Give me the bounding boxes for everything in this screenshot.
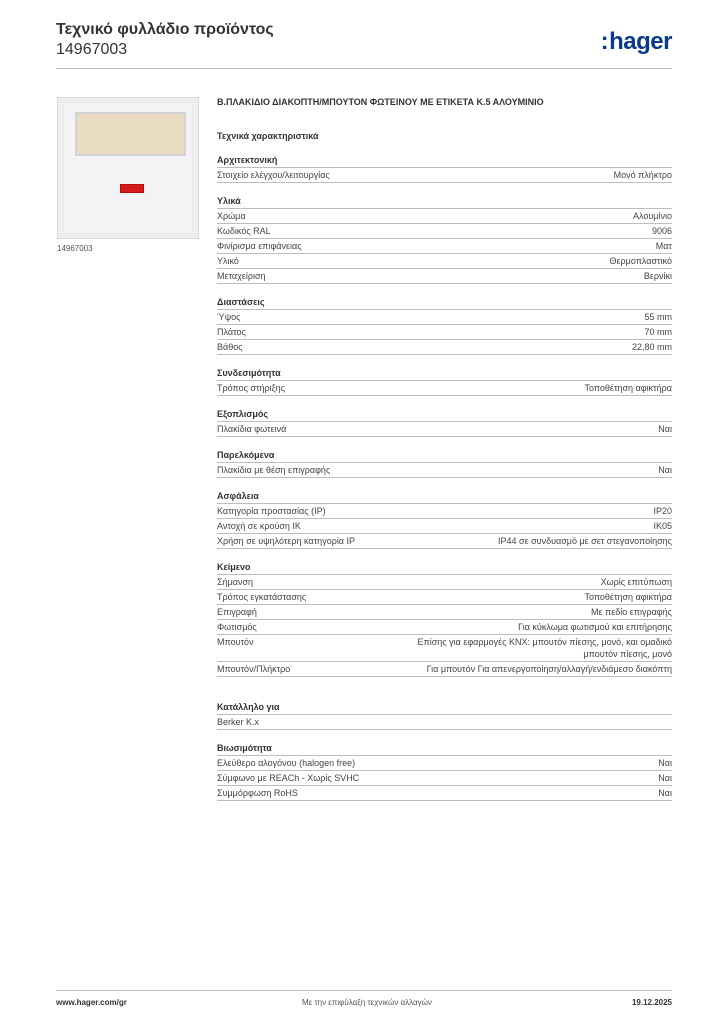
indicator-lamp-icon — [120, 184, 144, 193]
product-code: 14967003 — [56, 41, 128, 58]
spec-sections — [217, 154, 672, 801]
spec-label: Χρήση σε υψηλότερη κατηγορία IP — [217, 536, 356, 546]
logo-text: hager — [609, 28, 672, 55]
spec-row — [217, 771, 672, 786]
product-name: Β.ΠΛΑΚΙΔΙΟ ΔΙΑΚΟΠΤΗ/ΜΠΟΥΤΟΝ ΦΩΤΕΙΝΟΥ ΜΕ ΕΤΙΚΕΤΑ Κ.5 ΑΛΟΥΜΙΝΙΟ — [217, 97, 544, 107]
spec-label: Σύμφωνο με REACh - Χωρίς SVHC — [217, 773, 360, 783]
spec-label: Στοιχείο ελέγχου/λειτουργίας — [217, 170, 330, 180]
spec-label: Berker K.x — [217, 717, 260, 727]
section-title: Διαστάσεις — [217, 296, 672, 310]
spec-section — [217, 195, 672, 284]
spec-label: Σήμανση — [217, 577, 254, 587]
specs-heading: Τεχνικά χαρακτηριστικά — [217, 131, 319, 141]
spec-label: Τρόπος εγκατάστασης — [217, 592, 307, 602]
spec-label: Ελεύθερο αλογόνου (halogen free) — [217, 758, 356, 768]
spec-row — [217, 254, 672, 269]
spec-row — [217, 590, 672, 605]
spec-value: 22,80 mm — [631, 342, 672, 352]
spec-value: Ναι — [658, 424, 672, 434]
logo-colon-icon: : — [600, 28, 609, 55]
spec-section — [217, 408, 672, 437]
spec-row — [217, 224, 672, 239]
spec-value: IK05 — [653, 521, 672, 531]
spec-row — [217, 422, 672, 437]
spec-value: Ναι — [658, 758, 672, 768]
spec-label: Πλακίδια φωτεινά — [217, 424, 287, 434]
spec-row — [217, 605, 672, 620]
spec-label: Χρώμα — [217, 211, 246, 221]
section-title: Ασφάλεια — [217, 490, 672, 504]
footer-divider — [56, 990, 672, 991]
document-title: Τεχνικό φυλλάδιο προϊόντος — [56, 21, 274, 38]
spec-value: Ναι — [658, 788, 672, 798]
spec-value: Ναι — [658, 773, 672, 783]
spec-section — [217, 701, 672, 730]
spec-section — [217, 561, 672, 677]
section-title: Αρχιτεκτονική — [217, 154, 672, 168]
spec-label: Τρόπος στήριξης — [217, 383, 286, 393]
spec-row — [217, 340, 672, 355]
header-divider — [56, 68, 672, 69]
spec-label: Βάθος — [217, 342, 243, 352]
page-header — [56, 20, 672, 68]
spec-value: 70 mm — [644, 327, 672, 337]
section-title: Υλικά — [217, 195, 672, 209]
spec-row — [217, 519, 672, 534]
spec-value: Θερμοπλαστικό — [609, 256, 672, 266]
spec-row — [217, 662, 672, 677]
footer-note: Με την επιφύλαξη τεχνικών αλλαγών — [302, 998, 432, 1007]
spec-section — [217, 449, 672, 478]
spec-row — [217, 575, 672, 590]
spec-row — [217, 209, 672, 224]
spec-value: Βερνίκι — [643, 271, 672, 281]
spec-section — [217, 367, 672, 396]
spec-row — [217, 269, 672, 284]
spec-value: Ναι — [658, 465, 672, 475]
spec-value: Τοποθέτηση αφικτήρα — [584, 592, 672, 602]
section-title: Κατάλληλο για — [217, 701, 672, 715]
spec-label: Μπουτόν/Πλήκτρο — [217, 664, 291, 674]
spec-label: Φινίρισμα επιφάνειας — [217, 241, 302, 251]
spec-label: Μεταχείριση — [217, 271, 266, 281]
spec-value: Επίσης για εφαρμογές KNX: μπουτόν πίεσης, μονό, και ομαδικό μπουτόν πίεσης, μονό — [417, 637, 672, 659]
spec-value: IP20 — [653, 506, 672, 516]
spec-value: 55 mm — [644, 312, 672, 322]
spec-row — [217, 325, 672, 340]
spec-section — [217, 742, 672, 801]
spec-section — [217, 296, 672, 355]
spec-label: Πλακίδια με θέση επιγραφής — [217, 465, 331, 475]
spec-row — [217, 534, 672, 549]
section-title: Κείμενο — [217, 561, 672, 575]
section-title: Συνδεσιμότητα — [217, 367, 672, 381]
spec-row — [217, 635, 672, 662]
spec-label: Κατηγορία προστασίας (IP) — [217, 506, 326, 516]
spec-row — [217, 756, 672, 771]
spec-label: Μπουτόν — [217, 637, 254, 647]
hager-logo — [601, 28, 672, 56]
spec-value: Μονό πλήκτρο — [613, 170, 672, 180]
image-caption: 14967003 — [57, 244, 93, 253]
section-title: Βιωσιμότητα — [217, 742, 672, 756]
spec-row — [217, 786, 672, 801]
spec-value: IP44 σε συνδυασμό με σετ στεγανοποίησης — [498, 536, 672, 546]
spec-value: Αλουμίνιο — [633, 211, 672, 221]
spec-row — [217, 381, 672, 396]
switch-plate-icon — [63, 102, 193, 234]
spec-label: Υλικό — [217, 256, 239, 266]
spec-row — [217, 239, 672, 254]
label-window — [75, 112, 186, 156]
section-title: Εξοπλισμός — [217, 408, 672, 422]
spec-row — [217, 620, 672, 635]
spec-section — [217, 154, 672, 183]
spec-value: Για κύκλωμα φωτισμού και επιτήρησης — [518, 622, 672, 632]
spec-row — [217, 463, 672, 478]
section-title: Παρελκόμενα — [217, 449, 672, 463]
spec-label: Αντοχή σε κρούση IK — [217, 521, 301, 531]
spec-label: Φωτισμός — [217, 622, 257, 632]
spec-label: Επιγραφή — [217, 607, 257, 617]
spec-label: Κωδικός RAL — [217, 226, 271, 236]
spec-label: Πλάτος — [217, 327, 246, 337]
spec-value: Ματ — [655, 241, 672, 251]
spec-row — [217, 310, 672, 325]
spec-value: Για μπουτόν Για απενεργοποίηση/αλλαγή/ενδιάμεσο διακόπτη — [426, 664, 672, 674]
spec-row — [217, 504, 672, 519]
spec-value: Τοποθέτηση αφικτήρα — [584, 383, 672, 393]
footer-url[interactable]: www.hager.com/gr — [56, 998, 127, 1007]
spec-content — [217, 96, 672, 801]
product-image — [57, 97, 199, 239]
spec-value: 9006 — [651, 226, 672, 236]
spec-section — [217, 490, 672, 549]
spec-value: Με πεδίο επιγραφής — [591, 607, 672, 617]
spec-label: Συμμόρφωση RoHS — [217, 788, 298, 798]
spec-label: Ύψος — [217, 312, 241, 322]
footer-date: 19.12.2025 — [631, 998, 672, 1007]
spec-value: Χωρίς επιτύπωση — [600, 577, 672, 587]
spec-row — [217, 168, 672, 183]
spec-row — [217, 715, 672, 730]
